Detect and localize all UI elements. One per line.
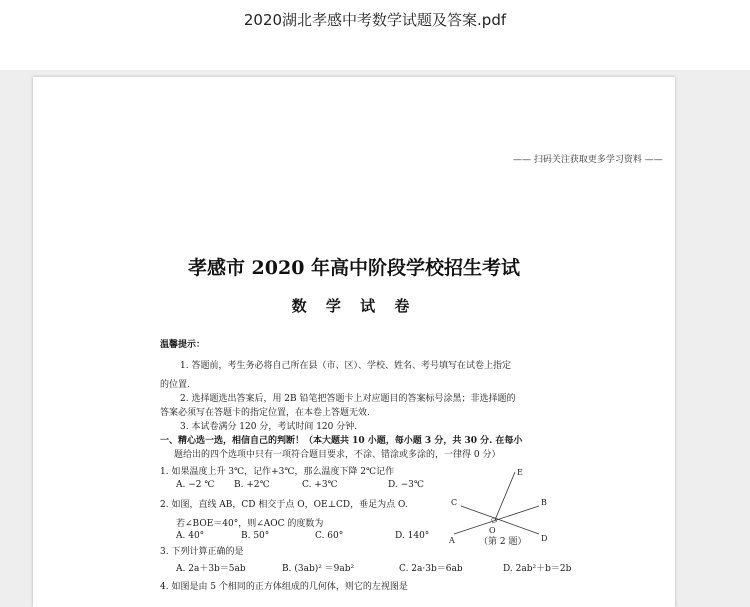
section-instruction: 题给出的四个选项中只有一项符合题目要求，不涂、错涂或多涂的，一律得 0 分） — [174, 450, 501, 460]
option: A. 40° — [176, 531, 205, 541]
question-3-stem: 3. 下列计算正确的是 — [160, 547, 244, 557]
option: A. −2 ℃ — [176, 480, 215, 490]
option: D. 140° — [395, 531, 430, 541]
notice-line: 2. 选择题选出答案后，用 2B 铅笔把答题卡上对应题目的答案标号涂黑；非选择题的 — [180, 394, 516, 404]
question-2-options — [176, 531, 429, 541]
label-c: C — [451, 498, 458, 507]
question-1-options — [176, 480, 424, 490]
option: B. (3ab)² ＝9ab² — [282, 564, 355, 574]
label-e: E — [517, 468, 523, 477]
figure-caption: （第 2 题） — [479, 537, 527, 547]
notice-heading: 温馨提示： — [160, 340, 206, 350]
option: D. −3℃ — [388, 480, 424, 490]
question-1-stem: 1. 如果温度上升 3℃，记作+3℃，那么温度下降 2℃记作 — [160, 467, 395, 477]
option: C. 60° — [315, 531, 344, 541]
question-2-stem-2: 若∠BOE＝40°，则∠AOC 的度数为 — [176, 519, 324, 529]
label-a: A — [449, 536, 455, 545]
label-d: D — [541, 534, 548, 543]
title-bar — [0, 0, 750, 70]
option: C. 2a·3b＝6ab — [399, 564, 463, 574]
label-b: B — [541, 498, 547, 507]
question-2-stem: 2. 如图，直线 AB，CD 相交于点 O，OE⊥CD，垂足为点 O. — [160, 500, 408, 510]
section-heading: 一、精心选一选，相信自己的判断！（本大题共 10 小题，每小题 3 分，共 30 分. 在每小 — [160, 436, 523, 446]
notice-line: 1. 答题前，考生务必将自己所在县（市、区）、学校、姓名、考号填写在试卷上指定 — [180, 361, 511, 371]
notice-line: 的位置. — [160, 380, 190, 390]
scan-note: —— 扫码关注获取更多学习资料 —— — [513, 155, 663, 165]
ray-oe — [495, 472, 515, 520]
question-4-stem: 4. 如图是由 5 个相同的正方体组成的几何体，则它的左视图是 — [160, 582, 408, 592]
option: D. 2ab²＋b＝2b — [503, 564, 572, 574]
option: C. +3℃ — [302, 480, 338, 490]
pdf-page — [33, 77, 675, 607]
notice-line: 3. 本试卷满分 120 分，考试时间 120 分钟. — [180, 422, 358, 432]
option: B. +2℃ — [234, 480, 270, 490]
exam-subtitle: 数 学 试 卷 — [291, 297, 417, 315]
option: A. 2a＋3b＝5ab — [176, 564, 246, 574]
notice-line: 答案必须写在答题卡的指定位置，在本卷上答题无效. — [160, 408, 370, 418]
document-title: 2020湖北孝感中考数学试题及答案.pdf — [243, 11, 507, 29]
exam-title: 孝感市 2020 年高中阶段学校招生考试 — [187, 257, 521, 279]
option: B. 50° — [241, 531, 270, 541]
label-o: O — [489, 526, 496, 535]
question-3-options — [176, 561, 571, 574]
